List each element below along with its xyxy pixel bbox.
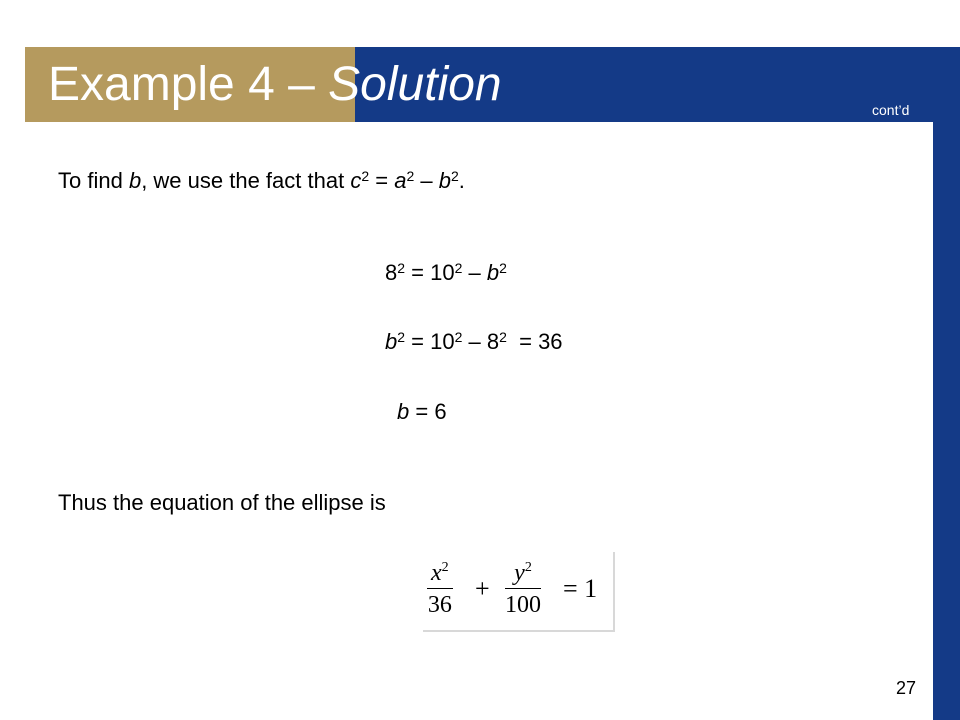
fraction-y: $\frac{y^2}{100}$ <box>505 560 541 618</box>
title-prefix: Example 4 – <box>48 58 315 111</box>
plus-sign: + <box>475 574 490 603</box>
equation-2: $b^2 = 10^2 - 8^2 = 36$ <box>385 329 563 354</box>
conclusion-text: Thus the equation of the ellipse is <box>58 490 386 515</box>
title-emphasis: Solution <box>328 58 502 111</box>
fraction-x: $\frac{x^2}{36}$ <box>427 560 452 618</box>
equals-one: = 1 <box>563 574 598 603</box>
equation-3: b = 6 <box>397 399 447 424</box>
equation-1: $8^2 = 10^2 - b^2$ <box>385 260 507 285</box>
continued-label: cont’d <box>872 102 910 118</box>
intro-line: To find b, we use the fact that $c^2 = a^2 - b^2$. <box>58 168 465 193</box>
slide-title <box>48 55 502 115</box>
ellipse-equation <box>423 552 615 632</box>
page-number: 27 <box>896 678 917 698</box>
side-bar-blue <box>933 47 960 720</box>
